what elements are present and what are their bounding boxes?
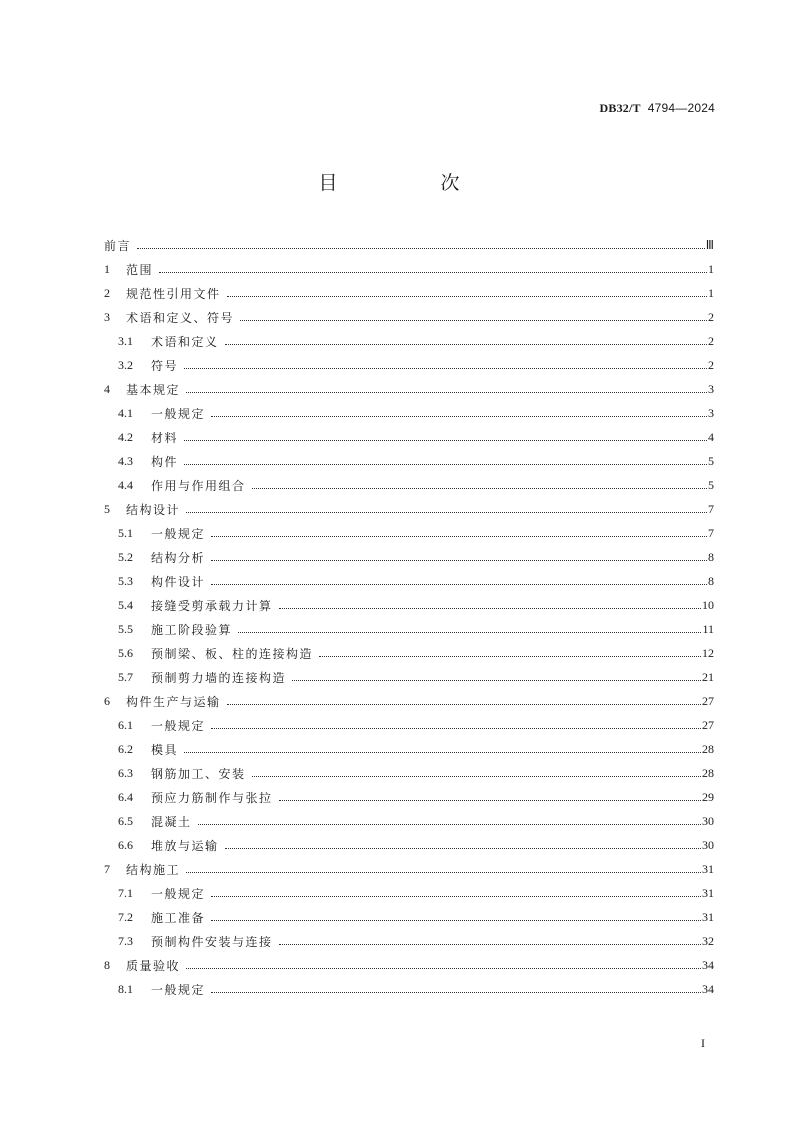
toc-dot-leader xyxy=(184,464,707,465)
toc-entry-number: 5.1 xyxy=(118,525,133,540)
toc-entry-label: 结构分析 xyxy=(151,550,206,565)
toc-entry-number: 4.1 xyxy=(118,405,133,420)
toc-dot-leader xyxy=(227,704,701,705)
toc-entry-label: 接缝受剪承载力计算 xyxy=(151,598,273,613)
toc-entry-label: 预制梁、板、柱的连接构造 xyxy=(151,646,314,661)
toc-entry-number: 5.6 xyxy=(118,645,133,660)
toc-entry-label: 术语和定义 xyxy=(151,334,219,349)
toc-dot-leader xyxy=(211,728,701,729)
toc-entry-page: 28 xyxy=(702,741,714,756)
toc-entry-number: 6.6 xyxy=(118,837,133,852)
toc-entry[interactable] xyxy=(104,425,714,449)
toc-dot-leader xyxy=(137,248,705,249)
toc-entry-label: 构件设计 xyxy=(151,574,206,589)
toc-entry-page: 7 xyxy=(708,501,714,516)
toc-dot-leader xyxy=(184,440,707,441)
toc-entry-number: 7.3 xyxy=(118,933,133,948)
toc-entry-number: 6.1 xyxy=(118,717,133,732)
toc-dot-leader xyxy=(211,920,701,921)
toc-entry-number: 5.4 xyxy=(118,597,133,612)
toc-entry[interactable] xyxy=(104,905,714,929)
toc-entry-label: 术语和定义、符号 xyxy=(126,310,235,325)
page-number: I xyxy=(701,1036,705,1050)
toc-dot-leader xyxy=(186,872,701,873)
toc-entry-label: 一般规定 xyxy=(151,982,206,997)
toc-entry-page: 28 xyxy=(702,765,714,780)
standard-prefix: DB32/T xyxy=(599,101,641,115)
toc-entry-label: 基本规定 xyxy=(126,382,181,397)
toc-entry[interactable] xyxy=(104,881,714,905)
standard-number: 4794—2024 xyxy=(647,101,715,115)
toc-entry-page: 5 xyxy=(708,453,714,468)
toc-dot-leader xyxy=(184,752,701,753)
toc-entry[interactable] xyxy=(104,833,714,857)
toc-entry[interactable] xyxy=(104,929,714,953)
toc-entry-number: 4.3 xyxy=(118,453,133,468)
toc-entry[interactable] xyxy=(104,329,714,353)
toc-entry-number: 1 xyxy=(104,261,110,276)
toc-entry-page: Ⅲ xyxy=(705,237,714,252)
toc-entry-page: 10 xyxy=(702,597,714,612)
toc-entry-label: 混凝土 xyxy=(151,814,192,829)
toc-entry[interactable] xyxy=(104,809,714,833)
toc-entry[interactable] xyxy=(104,449,714,473)
toc-entry-label: 构件生产与运输 xyxy=(126,694,221,709)
toc-entry-page: 3 xyxy=(708,381,714,396)
toc-dot-leader xyxy=(225,344,707,345)
toc-dot-leader xyxy=(198,824,701,825)
toc-dot-leader xyxy=(186,392,707,393)
toc-dot-leader xyxy=(319,656,701,657)
toc-entry[interactable] xyxy=(104,377,714,401)
toc-entry[interactable] xyxy=(104,785,714,809)
toc-entry[interactable] xyxy=(104,737,714,761)
toc-entry-number: 7.1 xyxy=(118,885,133,900)
toc-entry-number: 5.7 xyxy=(118,669,133,684)
toc-dot-leader xyxy=(240,320,707,321)
toc-entry-page: 3 xyxy=(708,405,714,420)
toc-entry-page: 27 xyxy=(702,717,714,732)
toc-entry-label: 预制剪力墙的连接构造 xyxy=(151,670,287,685)
toc-entry-number: 6 xyxy=(104,693,110,708)
toc-entry[interactable] xyxy=(104,281,714,305)
toc-dot-leader xyxy=(227,296,707,297)
toc-entry-label: 前言 xyxy=(104,238,132,253)
toc-entry-number: 4 xyxy=(104,381,110,396)
toc-entry-number: 6.3 xyxy=(118,765,133,780)
toc-dot-leader xyxy=(211,416,707,417)
toc-entry-label: 预制构件安装与连接 xyxy=(151,934,273,949)
toc-dot-leader xyxy=(186,968,701,969)
toc-entry[interactable] xyxy=(104,569,714,593)
toc-dot-leader xyxy=(252,488,707,489)
toc-entry-page: 2 xyxy=(708,309,714,324)
toc-entry-number: 6.2 xyxy=(118,741,133,756)
toc-entry-label: 结构施工 xyxy=(126,862,181,877)
toc-entry-label: 钢筋加工、安装 xyxy=(151,766,246,781)
toc-entry-number: 2 xyxy=(104,285,110,300)
toc-entry-page: 2 xyxy=(708,333,714,348)
toc-entry-label: 符号 xyxy=(151,358,179,373)
toc-entry-page: 5 xyxy=(708,477,714,492)
toc-dot-leader xyxy=(238,632,701,633)
toc-entry-page: 8 xyxy=(708,573,714,588)
toc-dot-leader xyxy=(159,272,707,273)
toc-entry-page: 31 xyxy=(702,861,714,876)
toc-entry-page: 29 xyxy=(702,789,714,804)
toc-dot-leader xyxy=(186,512,707,513)
toc-entry[interactable] xyxy=(104,473,714,497)
toc-entry-number: 4.2 xyxy=(118,429,133,444)
toc-entry[interactable] xyxy=(104,521,714,545)
toc-entry-label: 一般规定 xyxy=(151,718,206,733)
toc-dot-leader xyxy=(211,584,707,585)
toc-dot-leader xyxy=(225,848,701,849)
toc-entry[interactable] xyxy=(104,665,714,689)
toc-dot-leader xyxy=(211,896,701,897)
toc-entry-label: 质量验收 xyxy=(126,958,181,973)
toc-entry-label: 构件 xyxy=(151,454,179,469)
toc-entry-page: 31 xyxy=(702,885,714,900)
toc-entry[interactable] xyxy=(104,689,714,713)
toc-entry-number: 3 xyxy=(104,309,110,324)
toc-entry-number: 5 xyxy=(104,501,110,516)
toc-dot-leader xyxy=(279,944,701,945)
toc-entry-number: 4.4 xyxy=(118,477,133,492)
toc-entry-label: 范围 xyxy=(126,262,154,277)
toc-entry-page: 30 xyxy=(702,837,714,852)
toc-entry[interactable] xyxy=(104,617,714,641)
toc-entry-number: 5.3 xyxy=(118,573,133,588)
toc-entry[interactable] xyxy=(104,857,714,881)
toc-entry-number: 3.2 xyxy=(118,357,133,372)
toc-entry-label: 结构设计 xyxy=(126,502,181,517)
toc-entry[interactable] xyxy=(104,761,714,785)
toc-entry[interactable] xyxy=(104,233,714,257)
toc-entry-label: 施工准备 xyxy=(151,910,206,925)
toc-entry-label: 一般规定 xyxy=(151,886,206,901)
toc-entry-page: 8 xyxy=(708,549,714,564)
toc-entry-page: 31 xyxy=(702,909,714,924)
toc-entry-page: 11 xyxy=(702,621,714,636)
toc-entry-label: 预应力筋制作与张拉 xyxy=(151,790,273,805)
toc-entry-page: 2 xyxy=(708,357,714,372)
toc-entry[interactable] xyxy=(104,257,714,281)
toc-entry-number: 5.5 xyxy=(118,621,133,636)
toc-entry-page: 7 xyxy=(708,525,714,540)
toc-entry-number: 6.4 xyxy=(118,789,133,804)
toc-entry-page: 21 xyxy=(702,669,714,684)
toc-entry-page: 30 xyxy=(702,813,714,828)
toc-entry-label: 一般规定 xyxy=(151,406,206,421)
toc-entry-page: 12 xyxy=(702,645,714,660)
toc-entry-page: 34 xyxy=(702,981,714,996)
toc-dot-leader xyxy=(211,992,701,993)
toc-entry-label: 堆放与运输 xyxy=(151,838,219,853)
toc-entry-label: 施工阶段验算 xyxy=(151,622,233,637)
table-of-contents xyxy=(104,233,714,1001)
standard-code-header xyxy=(600,101,716,116)
toc-entry[interactable] xyxy=(104,305,714,329)
toc-entry[interactable] xyxy=(104,713,714,737)
toc-title: 目 次 xyxy=(318,172,502,194)
toc-entry-page: 4 xyxy=(708,429,714,444)
toc-entry[interactable] xyxy=(104,977,714,1001)
toc-entry-label: 模具 xyxy=(151,742,179,757)
toc-entry-number: 8.1 xyxy=(118,981,133,996)
toc-entry[interactable] xyxy=(104,353,714,377)
toc-dot-leader xyxy=(292,680,701,681)
toc-entry-number: 5.2 xyxy=(118,549,133,564)
toc-entry-label: 作用与作用组合 xyxy=(151,478,246,493)
toc-entry-number: 7.2 xyxy=(118,909,133,924)
toc-dot-leader xyxy=(279,608,701,609)
toc-entry[interactable] xyxy=(104,545,714,569)
toc-dot-leader xyxy=(184,368,707,369)
toc-entry[interactable] xyxy=(104,641,714,665)
toc-entry-number: 7 xyxy=(104,861,110,876)
toc-entry[interactable] xyxy=(104,953,714,977)
toc-entry-page: 34 xyxy=(702,957,714,972)
toc-entry-page: 1 xyxy=(708,261,714,276)
toc-entry-page: 32 xyxy=(702,933,714,948)
toc-dot-leader xyxy=(252,776,701,777)
toc-entry-label: 规范性引用文件 xyxy=(126,286,221,301)
toc-entry[interactable] xyxy=(104,497,714,521)
toc-dot-leader xyxy=(211,560,707,561)
toc-entry-number: 6.5 xyxy=(118,813,133,828)
toc-entry[interactable] xyxy=(104,593,714,617)
toc-entry-label: 一般规定 xyxy=(151,526,206,541)
toc-entry-label: 材料 xyxy=(151,430,179,445)
toc-entry-number: 3.1 xyxy=(118,333,133,348)
toc-entry-number: 8 xyxy=(104,957,110,972)
toc-entry[interactable] xyxy=(104,401,714,425)
toc-dot-leader xyxy=(211,536,707,537)
toc-entry-page: 27 xyxy=(702,693,714,708)
toc-dot-leader xyxy=(279,800,701,801)
toc-entry-page: 1 xyxy=(708,285,714,300)
